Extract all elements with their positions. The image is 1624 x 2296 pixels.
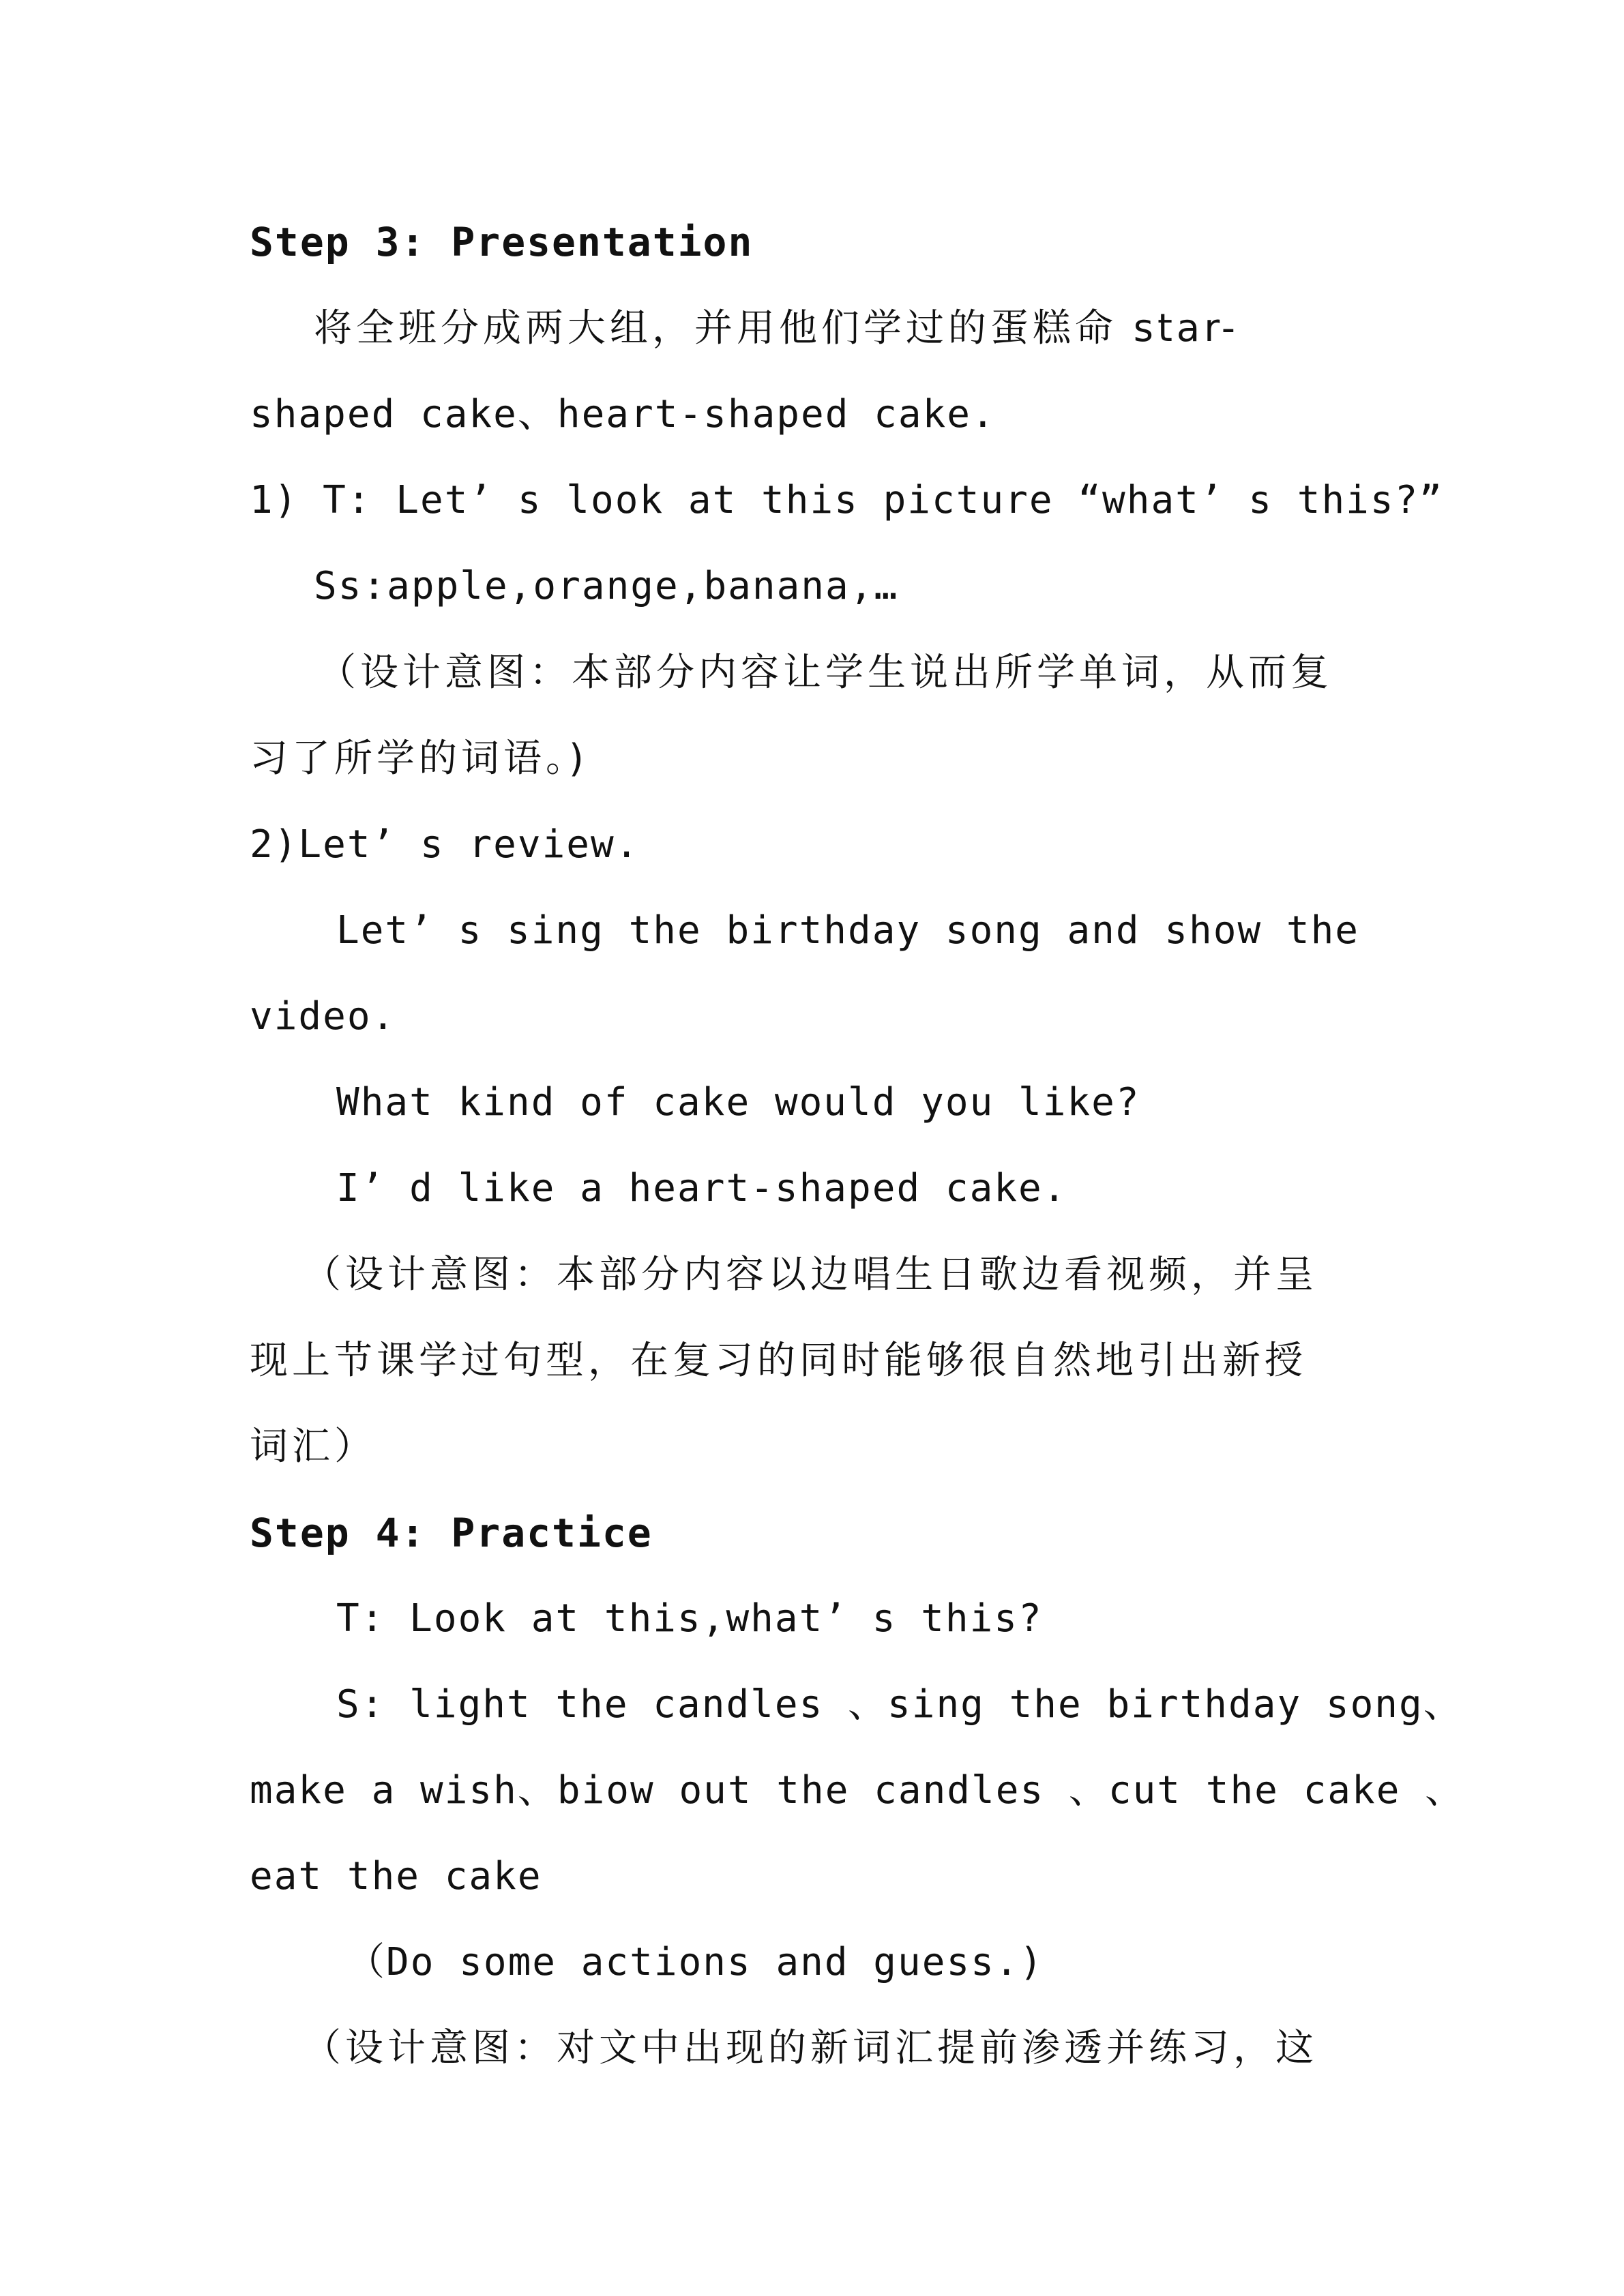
- item1-teacher-line: 1) T: Let’ s look at this picture “what’ s this?”: [250, 478, 1444, 522]
- step3-paragraph-line-1: 将全班分成两大组，并用他们学过的蛋糕命 star-: [314, 306, 1239, 351]
- step4-actions-line: （Do some actions and guess.): [346, 1940, 1044, 1984]
- item1-design-note-line-2: 习了所学的词语。): [250, 736, 588, 781]
- item2-design-note-line-2: 现上节课学过句型，在复习的同时能够很自然地引出新授: [250, 1339, 1307, 1383]
- item2-question: What kind of cake would you like?: [336, 1080, 1140, 1124]
- step4-design-note-line-1: （设计意图：对文中出现的新词汇提前渗透并练习，这: [303, 2026, 1318, 2070]
- step4-student-line-2: make a wish、biow out the candles 、cut the cake 、: [250, 1768, 1465, 1813]
- step4-student-line-1: S: light the candles 、sing the birthday song、: [336, 1682, 1463, 1727]
- item1-design-note-line-1: （设计意图：本部分内容让学生说出所学单词，从而复: [318, 651, 1333, 695]
- step4-heading: Step 4: Practice: [250, 1510, 653, 1556]
- step4-student-line-3: eat the cake: [250, 1854, 542, 1898]
- item2-design-note-line-1: （设计意图：本部分内容以边唱生日歌边看视频，并呈: [303, 1253, 1318, 1297]
- step3-paragraph-line-2: shaped cake、heart-shaped cake.: [250, 392, 996, 436]
- item2-design-note-line-3: 词汇）: [250, 1425, 377, 1469]
- item2-title: 2)Let’ s review.: [250, 822, 640, 867]
- step4-teacher-line: T: Look at this,what’ s this?: [336, 1596, 1043, 1641]
- item2-answer: I’ d like a heart-shaped cake.: [336, 1166, 1067, 1210]
- step3-heading: Step 3: Presentation: [250, 219, 754, 265]
- item2-line-2: video.: [250, 994, 396, 1039]
- item2-line-1: Let’ s sing the birthday song and show the: [336, 908, 1360, 953]
- item1-students-line: Ss:apple,orange,banana,…: [314, 564, 899, 608]
